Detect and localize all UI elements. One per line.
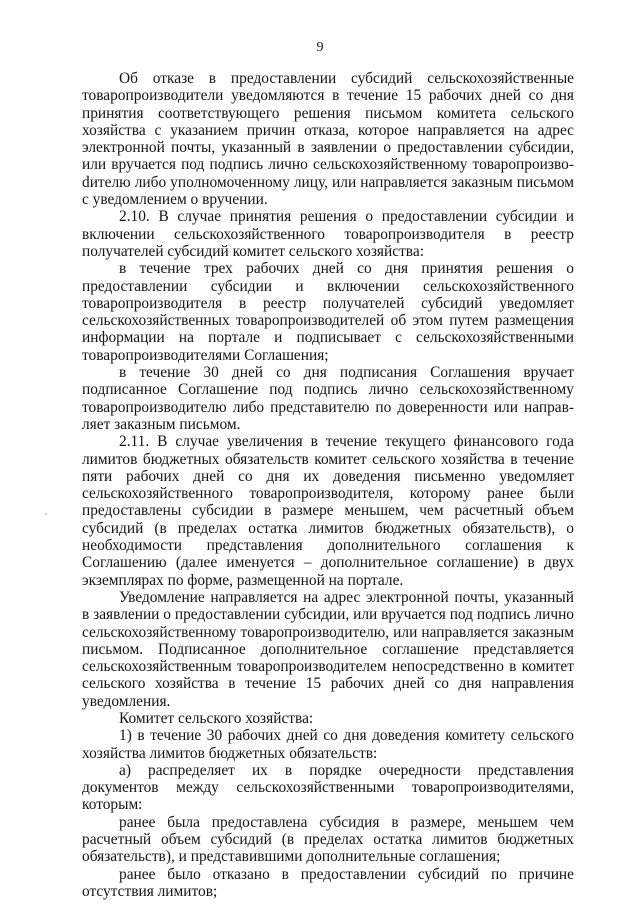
paragraph-previously-granted: ранее была предоставлена субсидия в размере, меньшем чем расчетный объем субсидий (в пределах остатка лимитов бюджетных обязательств), и представившими дополнительные соглашения; [82,813,574,866]
paragraph-item-a: а) распределяет их в порядке очередности представления документов между сельскохозяйственными товаропроизводителями, которым: [82,761,574,814]
paragraph-2-11: 2.11. В случае увеличения в течение текущего финансового года лимитов бюджетных обязательств комитет сельского хозяйства в течение пяти рабочих дней со дня их доведения письменно уведомляет сельскохозяйственного товаропроизводителя, которому ранее были предоставлены субсидии в размере меньшем, чем расчетный объем субсидий (в пределах остатка лимитов бюджетных обязательств), о необходимости представления дополнительного соглашения к Соглашению (далее именуется – дополнительное соглашение) в двух экземплярах по форме, размещенной на портале. [82,433,574,589]
document-body [82,70,574,900]
paragraph-three-days: в течение трех рабочих дней со дня принятия решения о предоставлении субсидии и включении сельскохозяйственного товаропроизводителя в реестр получателей субсидий уведомляет сельскохозяйственных товаропроизводителей об этом путем размещения информации на портале и подписывает с сельскохозяйственными товаропроизводителями Соглашения; [82,260,574,364]
paragraph-notice-delivery: Уведомление направляется на адрес электронной почты, указанный в заявлении о предоставлении субсидии, или вручается под подпись лично сельскохозяйственному товаропроизводителю, или направляется заказным письмом. Подписанное дополнительное соглашение представляется сельскохозяйственным товаропроизводителем непосредственно в комитет сельского хозяйства в течение 15 рабочих дней со дня направления уведомления. [82,588,574,710]
paragraph-committee: Комитет сельского хозяйства: [119,709,314,727]
paragraph-item-1: 1) в течение 30 рабочих дней со дня доведения комитету сельского хозяйства лимитов бюджетных обязательств: [82,727,574,762]
scan-speck [45,513,47,515]
paragraph-previously-refused: ранее было отказано в предоставлении субсидий по причине отсутствия лимитов; [82,865,574,900]
paragraph-refusal-notice: Об отказе в предоставлении субсидий сельскохозяйственные товаропроизводители уведомляются в течение 15 рабочих дней со дня принятия соответствующего решения письмом комитета сельского хозяйства с указанием причин отказа, которое направляется на адрес электронной почты, указанный в заявлении о предоставлении субсидии, или вручается под подпись лично сельскохозяйственному товаропроизвоdителю либо уполномоченному лицу, или направляется заказным письмом с уведомлением о вручении. [82,70,574,209]
page-number: 9 [316,40,324,55]
paragraph-thirty-days: в течение 30 дней со дня подписания Соглашения вручает подписанное Соглашение под подпись лично сельскохозяйственному товаропроизводителю либо представителю по доверенности или направляет заказным письмом. [82,364,574,433]
paragraph-2-10: 2.10. В случае принятия решения о предоставлении субсидии и включении сельскохозяйственного товаропроизводителя в реестр получателей субсидий комитет сельского хозяйства: [82,208,574,260]
